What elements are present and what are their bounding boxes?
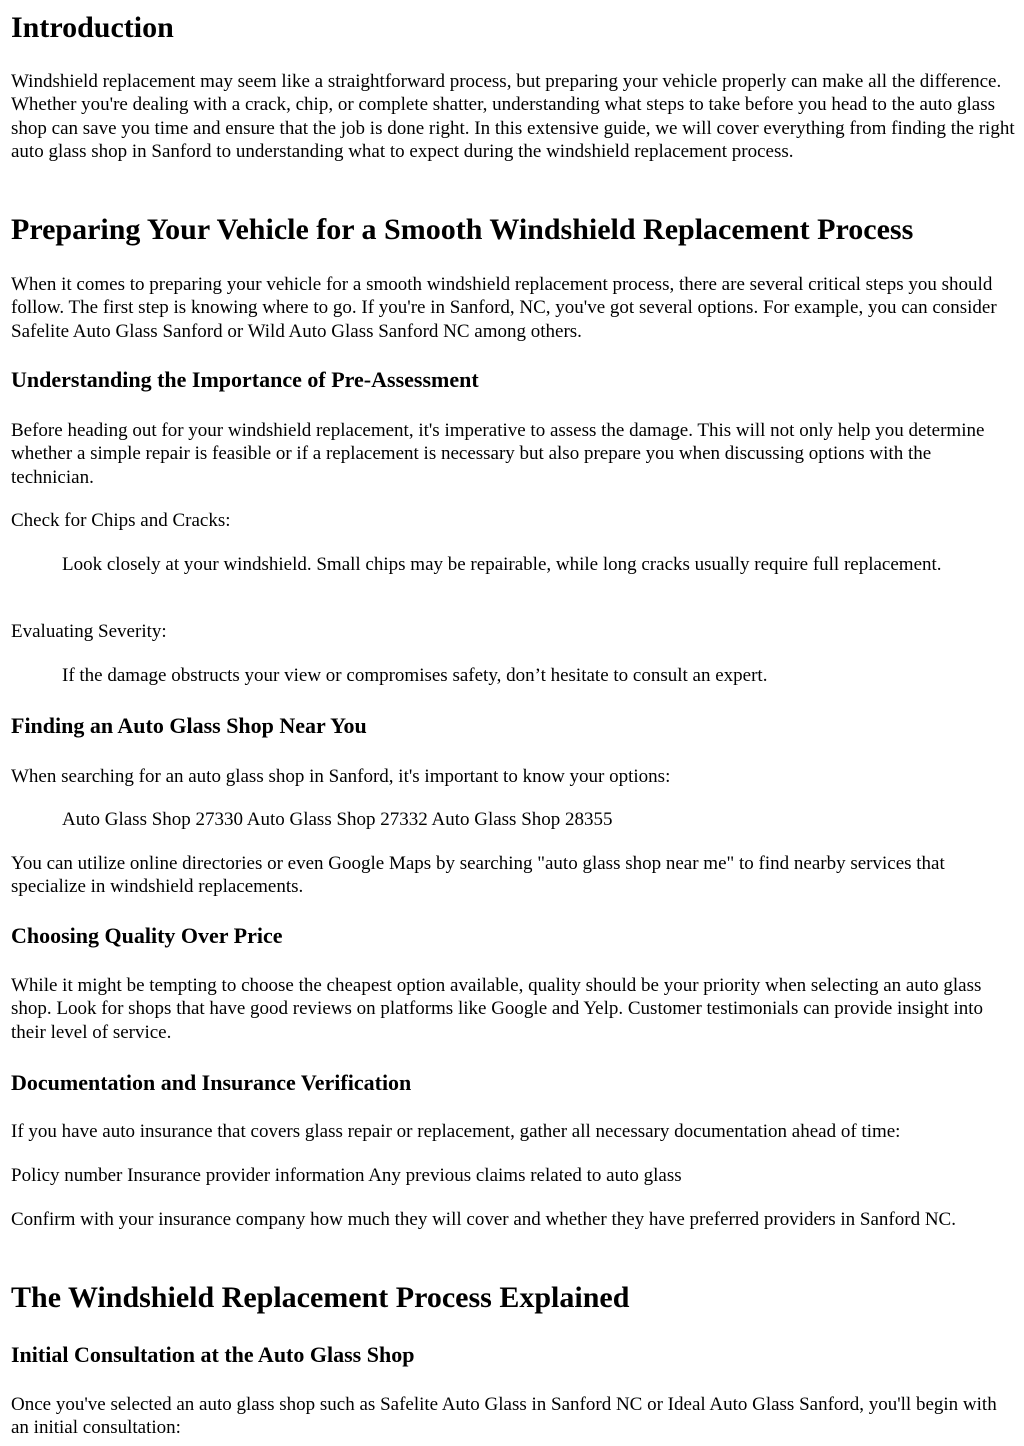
pre-assessment-paragraph: Before heading out for your windshield replacement, it's imperative to assess the damage. This will not only help you determine whether a simple repair is feasible or if a replacement is necessary but also prepare you when discussing options with the technician.	[11, 420, 985, 488]
desc-evaluating-severity: If the damage obstructs your view or compromises safety, don’t hesitate to consult an expert.	[62, 665, 768, 686]
heading-preparing-vehicle: Preparing Your Vehicle for a Smooth Windshield Replacement Process	[11, 213, 914, 246]
confirm-insurance-paragraph: Confirm with your insurance company how much they will cover and whether they have preferred providers in Sanford NC.	[11, 1209, 956, 1230]
quality-paragraph: While it might be tempting to choose the cheapest option available, quality should be your priority when selecting an auto glass shop. Look for shops that have good reviews on platforms like Google and Yelp. Customer testimonials can provide insight into their level of service.	[11, 975, 984, 1043]
desc-chips-cracks: Look closely at your windshield. Small chips may be repairable, while long cracks usually require full replacement.	[62, 554, 942, 575]
term-evaluating-severity: Evaluating Severity:	[11, 621, 167, 642]
documentation-list: Policy number Insurance provider information Any previous claims related to auto glass	[11, 1165, 682, 1186]
documentation-paragraph: If you have auto insurance that covers glass repair or replacement, gather all necessary documentation ahead of time:	[11, 1121, 901, 1142]
consultation-paragraph: Once you've selected an auto glass shop such as Safelite Auto Glass in Sanford NC or Ideal Auto Glass Sanford, you'll begin with an initial consultation:	[11, 1394, 997, 1439]
heading-initial-consultation: Initial Consultation at the Auto Glass Shop	[11, 1342, 415, 1367]
heading-process-explained: The Windshield Replacement Process Explained	[11, 1281, 630, 1314]
heading-pre-assessment: Understanding the Importance of Pre-Assessment	[11, 367, 479, 392]
preparing-paragraph: When it comes to preparing your vehicle for a smooth windshield replacement process, there are several critical steps you should follow. The first step is knowing where to go. If you're in Sanford, NC, you've got several options. For example, you can consider Safelite Auto Glass Sanford or Wild Auto Glass Sanford NC among others.	[11, 274, 997, 342]
finding-paragraph: When searching for an auto glass shop in Sanford, it's important to know your options:	[11, 766, 671, 787]
heading-introduction: Introduction	[11, 11, 174, 44]
heading-quality-over-price: Choosing Quality Over Price	[11, 923, 283, 948]
term-chips-cracks: Check for Chips and Cracks:	[11, 510, 231, 531]
heading-documentation-insurance: Documentation and Insurance Verification	[11, 1070, 412, 1095]
heading-finding-shop: Finding an Auto Glass Shop Near You	[11, 713, 367, 738]
intro-paragraph: Windshield replacement may seem like a straightforward process, but preparing your vehicle properly can make all the difference. Whether you're dealing with a crack, chip, or complete shatter, understanding what steps to take before you head to the auto glass shop can save you time and ensure that the job is done right. In this extensive guide, we will cover everything from finding the right auto glass shop in Sanford to understanding what to expect during the windshield replacement process.	[11, 71, 1015, 162]
directories-paragraph: You can utilize online directories or even Google Maps by searching "auto glass shop near me" to find nearby services that specialize in windshield replacements.	[11, 853, 945, 898]
shop-list: Auto Glass Shop 27330 Auto Glass Shop 27332 Auto Glass Shop 28355	[62, 809, 613, 830]
